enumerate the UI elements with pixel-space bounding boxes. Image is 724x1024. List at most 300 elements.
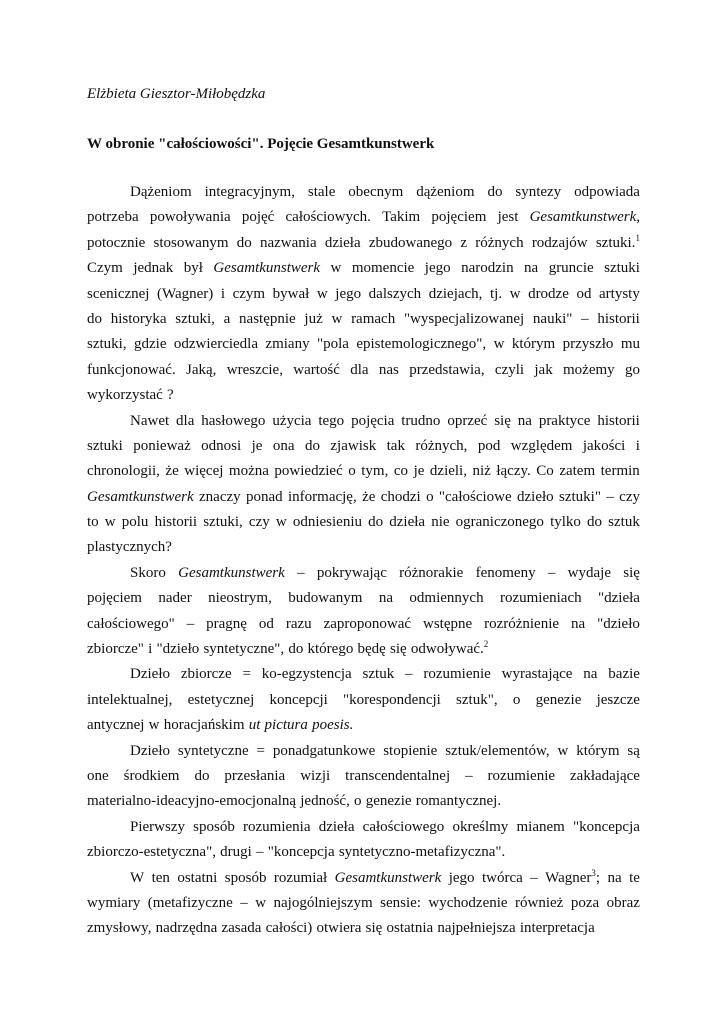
word: funkcjonować. <box>87 361 176 378</box>
word: z <box>460 234 468 251</box>
word: stosowanym <box>153 234 229 251</box>
word: całości) <box>265 920 313 937</box>
word: w <box>493 336 505 353</box>
text-line <box>87 383 640 408</box>
word: otwiera <box>316 920 362 937</box>
text-line <box>87 713 640 738</box>
word: stale <box>307 184 336 200</box>
word: w <box>255 894 267 911</box>
word: one <box>87 767 109 784</box>
word: użycia <box>272 412 312 429</box>
word: ponad <box>245 488 283 505</box>
word: w <box>557 742 569 759</box>
word: nadrzędna <box>155 920 218 937</box>
word: syntezy <box>515 184 562 200</box>
word: czy <box>248 514 270 531</box>
footnote-ref[interactable]: 1 <box>635 232 640 243</box>
word: "całościowe <box>438 488 512 505</box>
word: powiedzieć <box>274 463 343 480</box>
word: stopienie <box>383 742 438 759</box>
word: poesis. <box>312 717 354 734</box>
word: tak <box>386 437 405 454</box>
text-line <box>87 409 640 434</box>
word: sztuki, <box>87 336 127 353</box>
word: możemy <box>563 361 615 378</box>
word: jeszcze <box>596 691 640 708</box>
word: (metafizyczne <box>147 894 233 911</box>
word: koncepcji <box>269 691 328 708</box>
word: dzieło <box>517 488 554 505</box>
word: również <box>515 894 564 911</box>
word: dążeniom <box>416 184 475 200</box>
word: tego <box>318 412 345 429</box>
word: razu <box>285 615 312 632</box>
word: W <box>130 869 145 886</box>
word: wymiary <box>87 894 141 911</box>
word: zbiorczo-estetyczna", <box>87 844 216 861</box>
word: wstępne <box>422 615 473 632</box>
word: jedność, <box>300 793 350 810</box>
word: to <box>87 514 99 531</box>
word: gruncie <box>548 260 594 277</box>
word: Pierwszy <box>130 818 185 835</box>
word: rodzajów <box>531 234 588 251</box>
word: zmiany <box>265 336 310 353</box>
text-line <box>87 866 640 891</box>
word: trudno <box>401 412 441 429</box>
text-line <box>87 535 640 560</box>
word: ograniczonego <box>455 514 544 531</box>
word: sztuki" <box>559 488 601 505</box>
word: już <box>304 310 323 327</box>
text-line <box>87 307 640 332</box>
word: całościowego <box>362 818 445 835</box>
word: odmiennych <box>409 590 484 607</box>
word: do <box>87 310 102 327</box>
word: = <box>256 742 265 759</box>
word: odzwierciedla <box>173 336 259 353</box>
word: historii <box>597 412 640 429</box>
word: odpowiada <box>574 184 640 200</box>
word: genezie <box>535 691 582 708</box>
word: ten <box>151 869 170 886</box>
word: pod <box>477 437 501 454</box>
word: dzieła <box>324 234 361 251</box>
word: o <box>426 488 434 505</box>
word: drugi <box>220 844 252 861</box>
word: czym <box>232 285 266 302</box>
word: Co <box>536 463 554 480</box>
word: pojęciem <box>431 209 487 226</box>
word: epistemologicznego", <box>356 336 487 353</box>
word: poza <box>570 894 600 911</box>
word: dalszych <box>368 285 422 302</box>
word: w <box>330 260 342 277</box>
word: – <box>547 564 556 581</box>
word: zmysłowy, <box>87 920 152 937</box>
word: do <box>304 437 320 454</box>
text-line <box>87 739 640 764</box>
word: odniesieniu <box>292 514 362 531</box>
word: = <box>242 666 251 683</box>
word: przedstawia, <box>409 361 485 378</box>
word: ut <box>248 717 261 734</box>
word: artysty <box>599 285 640 302</box>
word: czy <box>619 488 640 505</box>
word: sztuki, <box>175 310 215 327</box>
word: horacjańskim <box>163 717 245 734</box>
word: w <box>509 285 521 302</box>
word: jego <box>424 260 451 277</box>
word: rozumieniach <box>499 590 582 607</box>
word: wyrastające <box>501 666 573 683</box>
text-line <box>87 840 640 865</box>
word: ponieważ <box>133 437 191 454</box>
footnote-ref[interactable]: 2 <box>483 639 489 650</box>
word: syntetyczne", <box>203 641 285 658</box>
word: sensie: <box>380 894 421 911</box>
word: którym <box>511 336 556 353</box>
word: jak <box>534 361 553 378</box>
word: nazwania <box>259 234 317 251</box>
word: hasłowego <box>201 412 266 429</box>
word: łączy. <box>496 463 531 480</box>
word: jakości <box>582 437 626 454</box>
word: pokrywając <box>316 564 387 581</box>
word: dla <box>350 361 369 378</box>
word: "dzieło <box>156 641 200 658</box>
word: – <box>240 894 248 911</box>
word: pragnę <box>206 615 247 632</box>
word: chodzi <box>380 488 421 505</box>
word: od <box>258 615 274 632</box>
text-line <box>87 586 640 611</box>
word: zbudowanego <box>368 234 453 251</box>
word: go <box>624 361 640 378</box>
word: do <box>236 234 252 251</box>
word: znaczy <box>199 488 241 505</box>
text-line <box>87 485 640 510</box>
text-line <box>87 688 640 713</box>
word: ona <box>272 437 295 454</box>
word: "pola <box>316 336 349 353</box>
word: sztuki.$^1$ <box>595 232 640 251</box>
word: Gesamtkunstwerk <box>87 488 194 505</box>
word: pojęcia <box>351 412 395 429</box>
word: dziejach, <box>428 285 483 302</box>
word: pojęć <box>241 209 275 226</box>
word: sztuk <box>608 514 640 531</box>
word: tym, <box>361 463 389 480</box>
word: są <box>627 742 640 759</box>
word: będę <box>357 641 386 658</box>
word: mianem <box>516 818 565 835</box>
word: transcendentalnej <box>345 767 451 784</box>
word: najpełniejsza <box>437 920 516 937</box>
word: do <box>368 514 384 531</box>
word: w <box>104 514 116 531</box>
word: zakładające <box>570 767 640 784</box>
word: ponadgatunkowe <box>272 742 376 759</box>
word: obraz <box>606 894 640 911</box>
word: wykorzystać <box>87 387 163 404</box>
word: romantycznej. <box>415 793 502 810</box>
word: sposób <box>224 869 267 886</box>
word: dzieła <box>389 514 426 531</box>
word: do <box>487 184 503 200</box>
word: Takim <box>382 209 421 226</box>
word: rozumienie <box>487 767 556 784</box>
word: jednak <box>133 260 174 277</box>
word: Dzieło <box>130 666 170 683</box>
word: gdzie <box>134 336 167 353</box>
word: Jaką, <box>186 361 217 378</box>
word: nas <box>378 361 399 378</box>
text-line <box>87 561 640 586</box>
document-title: W obronie "całościowości". Pojęcie Gesamtkunstwerk <box>87 136 435 152</box>
word: – <box>256 844 264 861</box>
word: co <box>393 463 409 480</box>
text-line <box>87 459 640 484</box>
word: ? <box>167 387 174 404</box>
word: Nawet <box>130 412 170 429</box>
word: a <box>223 310 231 327</box>
word: rozumienia <box>243 818 311 835</box>
word: je <box>251 437 263 454</box>
word: różnych, <box>415 437 468 454</box>
paragraph <box>87 866 640 942</box>
paragraph <box>87 739 640 815</box>
word: różnych <box>475 234 524 251</box>
word: rozumienie <box>423 666 491 683</box>
word: informację, <box>288 488 357 505</box>
text-line <box>87 764 640 789</box>
word: jego <box>335 285 362 302</box>
text-line <box>87 256 640 281</box>
word: pictura <box>264 717 308 734</box>
word: jego <box>448 869 475 886</box>
paragraph <box>87 561 640 663</box>
text-line <box>87 358 640 383</box>
word: od <box>576 285 592 302</box>
word: budowanym <box>288 590 363 607</box>
word: na <box>378 590 394 607</box>
word: środkiem <box>123 767 180 784</box>
word: o <box>348 463 356 480</box>
word: estetycznej <box>187 691 255 708</box>
word: Skoro <box>130 564 166 581</box>
word: Gesamtkunstwerk, <box>529 209 640 226</box>
word: polu <box>121 514 149 531</box>
word: że <box>165 463 179 480</box>
word: i <box>148 641 153 658</box>
word: chronologii, <box>87 463 160 480</box>
word: je <box>413 463 425 480</box>
text-line <box>87 205 640 230</box>
word: ko-egzystencja <box>261 666 352 683</box>
word: czyli <box>494 361 525 378</box>
word: wartość <box>293 361 340 378</box>
word: tylko <box>550 514 581 531</box>
word: niż <box>472 463 491 480</box>
text-line <box>87 637 640 662</box>
word: syntetyczno-metafizyczna". <box>338 844 506 861</box>
word: historii <box>154 514 198 531</box>
word: te <box>629 869 640 886</box>
text-line <box>87 891 640 916</box>
word: i <box>220 285 226 302</box>
word: i <box>635 437 640 454</box>
word: sztuk", <box>456 691 498 708</box>
author-name: Elżbieta Giesztor-Miłobędzka <box>87 86 266 102</box>
word: obecnym <box>348 184 404 200</box>
word: nieostrym, <box>208 590 272 607</box>
word: nie <box>431 514 450 531</box>
word: interpretacja <box>519 920 595 937</box>
word: fenomeny <box>475 564 536 581</box>
word: (Wagner) <box>157 285 214 302</box>
word: – <box>297 564 305 581</box>
paragraph <box>87 409 640 561</box>
word: wychodzenie <box>428 894 508 911</box>
word: w <box>331 310 343 327</box>
word: Dążeniom <box>130 184 192 200</box>
word: "koncepcja <box>572 818 640 835</box>
word: zatem <box>559 463 596 480</box>
word: – <box>186 615 195 632</box>
word: bazie <box>608 666 640 683</box>
word: integracyjnym, <box>204 184 295 200</box>
word: rozumiał <box>273 869 328 886</box>
word: – <box>530 869 538 886</box>
word: narodzin <box>461 260 514 277</box>
word: potocznie <box>87 234 146 251</box>
word: zbiorcze <box>180 666 232 683</box>
document-body <box>87 180 640 942</box>
word: dzieli, <box>429 463 467 480</box>
text-line <box>87 789 640 814</box>
word: Dzieło <box>130 742 170 759</box>
word: materialno-ideacyjno-emocjonalną <box>87 793 297 810</box>
word: sztuki <box>604 260 640 277</box>
word: potrzeba <box>87 209 139 226</box>
word: termin <box>600 463 640 480</box>
word: się <box>390 641 407 658</box>
word: plastycznych? <box>87 539 172 556</box>
word: oprzeć <box>447 412 488 429</box>
word: był <box>183 260 203 277</box>
word: drodze <box>528 285 569 302</box>
word: syntetyczne <box>177 742 249 759</box>
word: o <box>512 691 521 708</box>
word: sztuki, <box>203 514 243 531</box>
paragraph <box>87 180 640 409</box>
word: przesłania <box>224 767 286 784</box>
word: określmy <box>452 818 509 835</box>
word: się <box>494 412 511 429</box>
word: historyka <box>110 310 167 327</box>
word: na <box>583 666 598 683</box>
text-line <box>87 916 640 941</box>
word: że <box>362 488 376 505</box>
word: wreszcie, <box>226 361 283 378</box>
text-line <box>87 434 640 459</box>
word: tj. <box>490 285 503 302</box>
word: wydaje <box>567 564 611 581</box>
word: się <box>365 920 383 937</box>
text-line <box>87 815 640 840</box>
word: "korespondencji <box>343 691 441 708</box>
word: pojęciem <box>87 590 142 607</box>
word: do <box>194 767 210 784</box>
word: jest <box>497 209 519 226</box>
word: powoływania <box>149 209 231 226</box>
word: Czym <box>87 260 123 277</box>
word: wizji <box>300 767 331 784</box>
word: na <box>570 615 586 632</box>
text-line <box>87 180 640 205</box>
word: genezie <box>365 793 412 810</box>
word: sztuk/elementów, <box>445 742 550 759</box>
word: ostatnia <box>386 920 434 937</box>
word: w <box>148 717 160 734</box>
word: Gesamtkunstwerk <box>178 564 285 581</box>
text-line <box>87 282 640 307</box>
word: ramach <box>351 310 396 327</box>
word: Gesamtkunstwerk <box>213 260 321 277</box>
word: praktyce <box>538 412 591 429</box>
word: mu <box>620 336 640 353</box>
word: w <box>275 514 287 531</box>
word: dla <box>176 412 195 429</box>
word: sztuki <box>87 437 123 454</box>
word: historii <box>597 310 640 327</box>
word: – <box>606 488 614 505</box>
footnote-ref[interactable]: 3 <box>591 867 596 878</box>
word: na <box>517 412 532 429</box>
word: zbiorcze" <box>87 641 144 658</box>
word: do <box>288 641 304 658</box>
word: do <box>587 514 603 531</box>
word: zaproponować <box>323 615 412 632</box>
word: następnie <box>239 310 296 327</box>
text-line <box>87 612 640 637</box>
text-line <box>87 332 640 357</box>
word: "dzieło <box>597 615 640 632</box>
word: Wagner$^3$; <box>545 867 601 886</box>
word: Gesamtkunstwerk <box>334 869 442 886</box>
word: "wyspecjalizowanej <box>403 310 525 327</box>
word: nader <box>158 590 192 607</box>
word: intelektualnej, <box>87 691 173 708</box>
word: w <box>316 285 328 302</box>
paragraph <box>87 815 640 866</box>
word: twórca <box>481 869 523 886</box>
paragraph <box>87 662 640 738</box>
word: różnorakie <box>399 564 464 581</box>
word: odwoływać.$^2$ <box>410 639 489 658</box>
word: zjawisk <box>330 437 377 454</box>
word: sposób <box>193 818 235 835</box>
word: – <box>405 666 413 683</box>
word: na <box>524 260 539 277</box>
word: bywał <box>272 285 310 302</box>
word: całościowych. <box>285 209 371 226</box>
word: którym <box>576 742 620 759</box>
word: względem <box>510 437 573 454</box>
text-line <box>87 662 640 687</box>
word: odnosi <box>201 437 242 454</box>
